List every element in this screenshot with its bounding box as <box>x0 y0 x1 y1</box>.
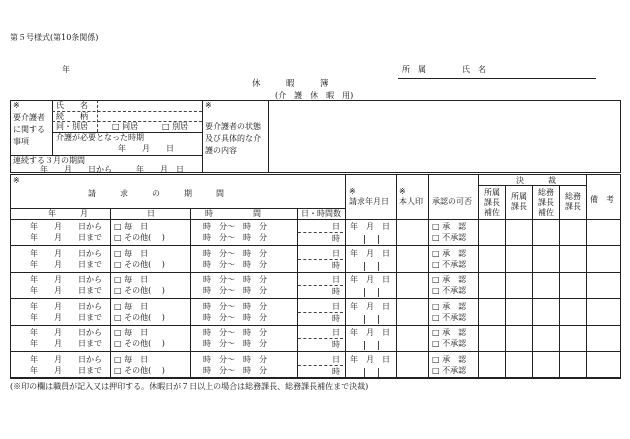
reject-label: 不承認 <box>442 233 467 242</box>
period-value: 年 月 日から 年 月 日 <box>40 165 184 174</box>
period-label: 連続する３月の期間 <box>13 156 85 165</box>
reject-checkbox[interactable]: □ 不承認 <box>432 366 467 375</box>
every-day-label: 毎 日 <box>124 302 149 311</box>
date-to: 年 月 日まで <box>30 313 102 322</box>
time-to: 時 分～ 時 分 <box>203 366 267 375</box>
time-to: 時 分～ 時 分 <box>203 339 267 348</box>
other-checkbox[interactable]: □ その他( ) <box>114 233 165 242</box>
decision-header: 決 裁 <box>516 176 556 185</box>
time-to: 時 分～ 時 分 <box>203 233 267 242</box>
state-label: 要介護者の状態及び具体的な介護の内容 <box>205 122 261 155</box>
affiliation-label: 所 属 <box>402 65 426 74</box>
other-checkbox[interactable]: □ その他( ) <box>114 286 165 295</box>
remarks-header: 備 考 <box>590 195 614 204</box>
state-mark: ※ <box>205 101 212 110</box>
approve-label: 承 認 <box>442 249 467 258</box>
every-day-checkbox[interactable]: □ 毎 日 <box>114 249 149 258</box>
request-date: 年 月 日 <box>350 222 390 231</box>
every-day-checkbox[interactable]: □ 毎 日 <box>114 222 149 231</box>
reject-checkbox[interactable]: □ 不承認 <box>432 339 467 348</box>
every-day-label: 毎 日 <box>124 222 149 231</box>
caregiver-relation-label: 続 柄 <box>56 112 88 121</box>
reject-checkbox[interactable]: □ 不承認 <box>432 313 467 322</box>
table-row <box>10 272 621 298</box>
approval-header: 承認の可否 <box>432 197 472 206</box>
other-checkbox[interactable]: □ その他( ) <box>114 313 165 322</box>
approve-checkbox[interactable]: □ 承 認 <box>432 355 467 364</box>
time-to: 時 分～ 時 分 <box>203 313 267 322</box>
approve-checkbox[interactable]: □ 承 認 <box>432 249 467 258</box>
caregiver-section-label: 要介護者に関する事項 <box>13 113 45 146</box>
date-from: 年 月 日から <box>30 355 102 364</box>
time-to: 時 分～ 時 分 <box>203 260 267 269</box>
form-number: 第５号様式(第10条関係) <box>10 33 99 42</box>
day-unit: 日 <box>332 355 340 364</box>
hour-unit: 時 <box>332 234 340 243</box>
date-to: 年 月 日まで <box>30 233 102 242</box>
approver-4-header: 総務課長 <box>565 192 581 211</box>
day-unit: 日 <box>332 222 340 231</box>
other-checkbox[interactable]: □ その他( ) <box>114 260 165 269</box>
caregiver-mark: ※ <box>13 101 20 110</box>
reject-checkbox[interactable]: □ 不承認 <box>432 260 467 269</box>
table-row <box>10 246 621 272</box>
date-to: 年 月 日まで <box>30 286 102 295</box>
every-day-label: 毎 日 <box>124 355 149 364</box>
time-from: 時 分～ 時 分 <box>203 249 267 258</box>
caregiver-name-label: 氏 名 <box>56 101 88 110</box>
reject-label: 不承認 <box>442 313 467 322</box>
every-day-checkbox[interactable]: □ 毎 日 <box>114 302 149 311</box>
other-label: その他( ) <box>124 366 165 375</box>
other-label: その他( ) <box>124 339 165 348</box>
reject-label: 不承認 <box>442 286 467 295</box>
request-period-header: 請 求 の 期 間 <box>88 189 224 198</box>
approve-label: 承 認 <box>442 302 467 311</box>
approve-checkbox[interactable]: □ 承 認 <box>432 222 467 231</box>
date-from: 年 月 日から <box>30 328 102 337</box>
document-subtitle: (介 護 休 暇 用) <box>275 91 354 100</box>
seal-mark: ※ <box>399 187 406 196</box>
approve-checkbox[interactable]: □ 承 認 <box>432 275 467 284</box>
request-date: 年 月 日 <box>350 328 390 337</box>
hour-unit: 時 <box>332 261 340 270</box>
every-day-label: 毎 日 <box>124 328 149 337</box>
hour-unit: 時 <box>332 287 340 296</box>
approver-2-header: 所属課長 <box>511 192 527 211</box>
time-from: 時 分～ 時 分 <box>203 328 267 337</box>
other-label: その他( ) <box>124 286 165 295</box>
date-to: 年 月 日まで <box>30 339 102 348</box>
reject-label: 不承認 <box>442 260 467 269</box>
separate-checkbox[interactable]: □ 別居 <box>162 122 189 131</box>
reject-checkbox[interactable]: □ 不承認 <box>432 233 467 242</box>
time-from: 時 分～ 時 分 <box>203 275 267 284</box>
day-unit: 日 <box>332 328 340 337</box>
approver-3-header: 総務課長補佐 <box>538 188 554 217</box>
every-day-label: 毎 日 <box>124 249 149 258</box>
time-from: 時 分～ 時 分 <box>203 222 267 231</box>
cohab-checkbox[interactable]: □ 同居 <box>112 122 139 131</box>
approve-label: 承 認 <box>442 355 467 364</box>
every-day-checkbox[interactable]: □ 毎 日 <box>114 275 149 284</box>
date-from: 年 月 日から <box>30 222 102 231</box>
day-unit: 日 <box>332 275 340 284</box>
date-from: 年 月 日から <box>30 249 102 258</box>
affiliation-underline <box>398 78 596 79</box>
approve-label: 承 認 <box>442 222 467 231</box>
day-unit: 日 <box>332 302 340 311</box>
seal-header: 本人印 <box>399 197 423 206</box>
other-label: その他( ) <box>124 233 165 242</box>
need-date-value: 年 月 日 <box>118 144 174 153</box>
need-date-label: 介護が必要となった時期 <box>56 133 144 142</box>
reject-label: 不承認 <box>442 339 467 348</box>
table-row <box>10 299 621 325</box>
approve-checkbox[interactable]: □ 承 認 <box>432 302 467 311</box>
request-date-mark: ※ <box>349 187 356 196</box>
table-mark: ※ <box>13 176 20 185</box>
document-title: 休 暇 簿 <box>252 79 329 89</box>
time-to: 時 分～ 時 分 <box>203 286 267 295</box>
separate-option: 別居 <box>172 122 189 131</box>
hour-unit: 時 <box>332 367 340 376</box>
name-label: 氏 名 <box>462 65 486 74</box>
other-checkbox[interactable]: □ その他( ) <box>114 339 165 348</box>
table-row <box>10 219 621 245</box>
reject-label: 不承認 <box>442 366 467 375</box>
every-day-checkbox[interactable]: □ 毎 日 <box>114 355 149 364</box>
date-to: 年 月 日まで <box>30 260 102 269</box>
reject-checkbox[interactable]: □ 不承認 <box>432 286 467 295</box>
date-to: 年 月 日まで <box>30 366 102 375</box>
cohab-option: 同居 <box>122 122 139 131</box>
other-checkbox[interactable]: □ その他( ) <box>114 366 165 375</box>
approve-label: 承 認 <box>442 275 467 284</box>
approve-label: 承 認 <box>442 328 467 337</box>
request-date: 年 月 日 <box>350 249 390 258</box>
col-month-header: 年 月 <box>48 209 88 218</box>
other-label: その他( ) <box>124 313 165 322</box>
hour-unit: 時 <box>332 340 340 349</box>
time-from: 時 分～ 時 分 <box>203 302 267 311</box>
request-date: 年 月 日 <box>350 275 390 284</box>
request-date-header: 請求年月日 <box>349 197 389 206</box>
year-label: 年 <box>62 65 70 74</box>
date-from: 年 月 日から <box>30 275 102 284</box>
approve-checkbox[interactable]: □ 承 認 <box>432 328 467 337</box>
approver-1-header: 所属課長補佐 <box>484 188 500 217</box>
time-from: 時 分～ 時 分 <box>203 355 267 364</box>
day-unit: 日 <box>332 249 340 258</box>
request-date: 年 月 日 <box>350 302 390 311</box>
date-from: 年 月 日から <box>30 302 102 311</box>
hour-unit: 時 <box>332 314 340 323</box>
col-days-hours-header: 日・時間数 <box>301 209 341 218</box>
table-row <box>10 325 621 351</box>
every-day-checkbox[interactable]: □ 毎 日 <box>114 328 149 337</box>
other-label: その他( ) <box>124 260 165 269</box>
cohab-label: 同・別居 <box>56 122 88 131</box>
col-time-header: 時 間 <box>205 209 261 218</box>
col-day-header: 日 <box>147 209 155 218</box>
request-date: 年 月 日 <box>350 355 390 364</box>
every-day-label: 毎 日 <box>124 275 149 284</box>
footnote: (※印の欄は職員が記入又は押印する。休暇日が７日以上の場合は総務課長、総務課長補佐まで決裁) <box>10 382 369 391</box>
table-row <box>10 352 621 378</box>
